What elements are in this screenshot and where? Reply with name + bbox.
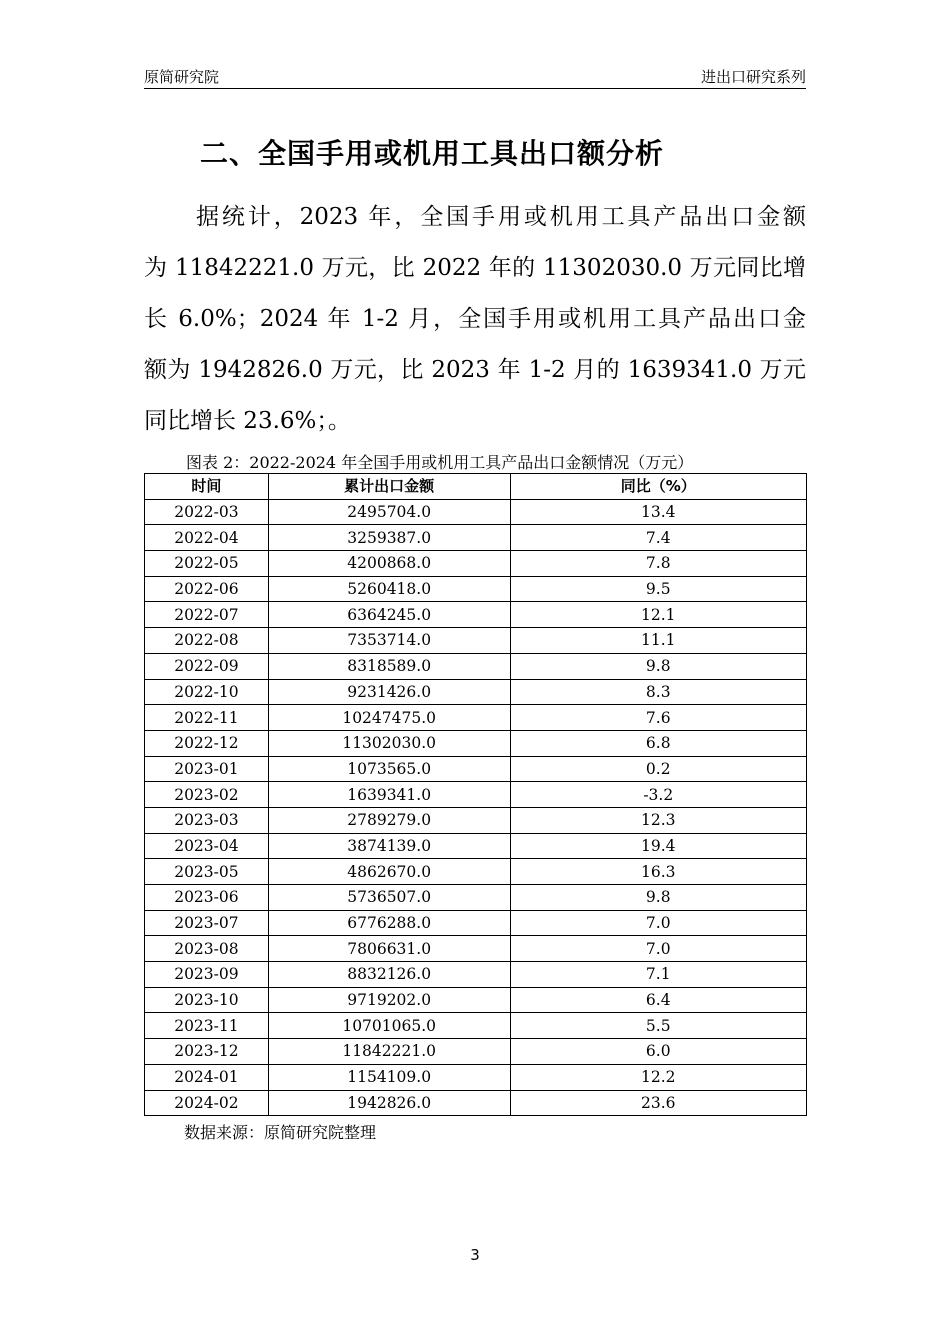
export-data-table [144,473,807,1116]
table-row [145,833,807,859]
cell-time: 2023-10 [145,987,269,1013]
cell-cumulative-export: 11302030.0 [268,730,510,756]
table-row [145,987,807,1013]
cell-yoy: 19.4 [510,833,806,859]
cell-time: 2023-04 [145,833,269,859]
paragraph-line: 长 6.0%；2024 年 1-2 月，全国手用或机用工具产品出口金 [144,306,806,332]
cell-time: 2024-01 [145,1064,269,1090]
table-row [145,705,807,731]
cell-cumulative-export: 9719202.0 [268,987,510,1013]
cell-cumulative-export: 3259387.0 [268,525,510,551]
cell-yoy: 8.3 [510,679,806,705]
cell-yoy: 7.0 [510,910,806,936]
table-row [145,936,807,962]
paragraph-line: 据统计，2023 年，全国手用或机用工具产品出口金额 [196,204,806,230]
header-yoy: 同比（%） [510,474,806,500]
paragraph-line: 同比增长 23.6%；。 [144,408,351,434]
table-caption: 图表 2：2022-2024 年全国手用或机用工具产品出口金额情况（万元） [186,453,694,472]
header-org-name: 原简研究院 [144,68,220,86]
cell-time: 2022-12 [145,730,269,756]
page-number: 3 [470,1246,480,1264]
cell-yoy: 9.8 [510,653,806,679]
table-row [145,1039,807,1065]
page-header [144,66,806,89]
table-row [145,859,807,885]
cell-yoy: 12.2 [510,1064,806,1090]
table-row [145,756,807,782]
table-row [145,730,807,756]
cell-time: 2022-11 [145,705,269,731]
table-row [145,499,807,525]
cell-time: 2022-09 [145,653,269,679]
cell-yoy: 0.2 [510,756,806,782]
cell-time: 2023-02 [145,782,269,808]
cell-time: 2023-05 [145,859,269,885]
cell-cumulative-export: 2789279.0 [268,807,510,833]
cell-cumulative-export: 4200868.0 [268,551,510,577]
cell-cumulative-export: 5260418.0 [268,576,510,602]
cell-time: 2023-03 [145,807,269,833]
header-series-name: 进出口研究系列 [700,68,806,86]
cell-yoy: 7.0 [510,936,806,962]
cell-cumulative-export: 8832126.0 [268,962,510,988]
cell-time: 2023-12 [145,1039,269,1065]
cell-yoy: 7.1 [510,962,806,988]
cell-cumulative-export: 11842221.0 [268,1039,510,1065]
table-row [145,551,807,577]
table-row [145,679,807,705]
cell-yoy: 9.5 [510,576,806,602]
cell-cumulative-export: 5736507.0 [268,885,510,911]
section-title: 二、全国手用或机用工具出口额分析 [200,137,665,170]
cell-time: 2022-06 [145,576,269,602]
cell-yoy: 5.5 [510,1013,806,1039]
cell-time: 2022-03 [145,499,269,525]
cell-yoy: 6.4 [510,987,806,1013]
cell-time: 2022-08 [145,628,269,654]
cell-time: 2023-07 [145,910,269,936]
cell-time: 2023-06 [145,885,269,911]
paragraph-line: 为 11842221.0 万元，比 2022 年的 11302030.0 万元同比增 [144,255,806,281]
cell-time: 2023-01 [145,756,269,782]
table-row [145,910,807,936]
cell-yoy: 9.8 [510,885,806,911]
cell-yoy: 23.6 [510,1090,806,1116]
cell-cumulative-export: 6776288.0 [268,910,510,936]
table-body [145,499,807,1116]
cell-yoy: -3.2 [510,782,806,808]
table-row [145,962,807,988]
table-row [145,885,807,911]
table-row [145,525,807,551]
cell-yoy: 12.3 [510,807,806,833]
data-source-note: 数据来源：原简研究院整理 [184,1123,377,1142]
cell-yoy: 12.1 [510,602,806,628]
cell-time: 2024-02 [145,1090,269,1116]
header-cumulative-export: 累计出口金额 [268,474,510,500]
cell-cumulative-export: 9231426.0 [268,679,510,705]
cell-cumulative-export: 2495704.0 [268,499,510,525]
cell-cumulative-export: 8318589.0 [268,653,510,679]
table-row [145,782,807,808]
cell-cumulative-export: 10701065.0 [268,1013,510,1039]
cell-yoy: 7.4 [510,525,806,551]
cell-time: 2023-08 [145,936,269,962]
table-row [145,628,807,654]
cell-time: 2023-11 [145,1013,269,1039]
cell-cumulative-export: 6364245.0 [268,602,510,628]
table-row [145,602,807,628]
table-row [145,1064,807,1090]
cell-cumulative-export: 1942826.0 [268,1090,510,1116]
paragraph-line: 额为 1942826.0 万元，比 2023 年 1-2 月的 1639341.0 万元 [144,357,806,383]
cell-yoy: 6.8 [510,730,806,756]
cell-time: 2022-10 [145,679,269,705]
cell-yoy: 7.8 [510,551,806,577]
cell-yoy: 11.1 [510,628,806,654]
table-row [145,653,807,679]
header-time: 时间 [145,474,269,500]
cell-yoy: 6.0 [510,1039,806,1065]
cell-time: 2023-09 [145,962,269,988]
cell-cumulative-export: 10247475.0 [268,705,510,731]
cell-yoy: 16.3 [510,859,806,885]
cell-time: 2022-07 [145,602,269,628]
cell-cumulative-export: 4862670.0 [268,859,510,885]
table-row [145,1013,807,1039]
body-paragraph [144,192,806,447]
cell-cumulative-export: 3874139.0 [268,833,510,859]
cell-cumulative-export: 7353714.0 [268,628,510,654]
cell-cumulative-export: 1639341.0 [268,782,510,808]
cell-cumulative-export: 7806631.0 [268,936,510,962]
table-row [145,807,807,833]
table-header-row [145,474,807,500]
cell-cumulative-export: 1154109.0 [268,1064,510,1090]
cell-yoy: 13.4 [510,499,806,525]
table-row [145,1090,807,1116]
cell-cumulative-export: 1073565.0 [268,756,510,782]
cell-time: 2022-04 [145,525,269,551]
cell-time: 2022-05 [145,551,269,577]
table-row [145,576,807,602]
cell-yoy: 7.6 [510,705,806,731]
